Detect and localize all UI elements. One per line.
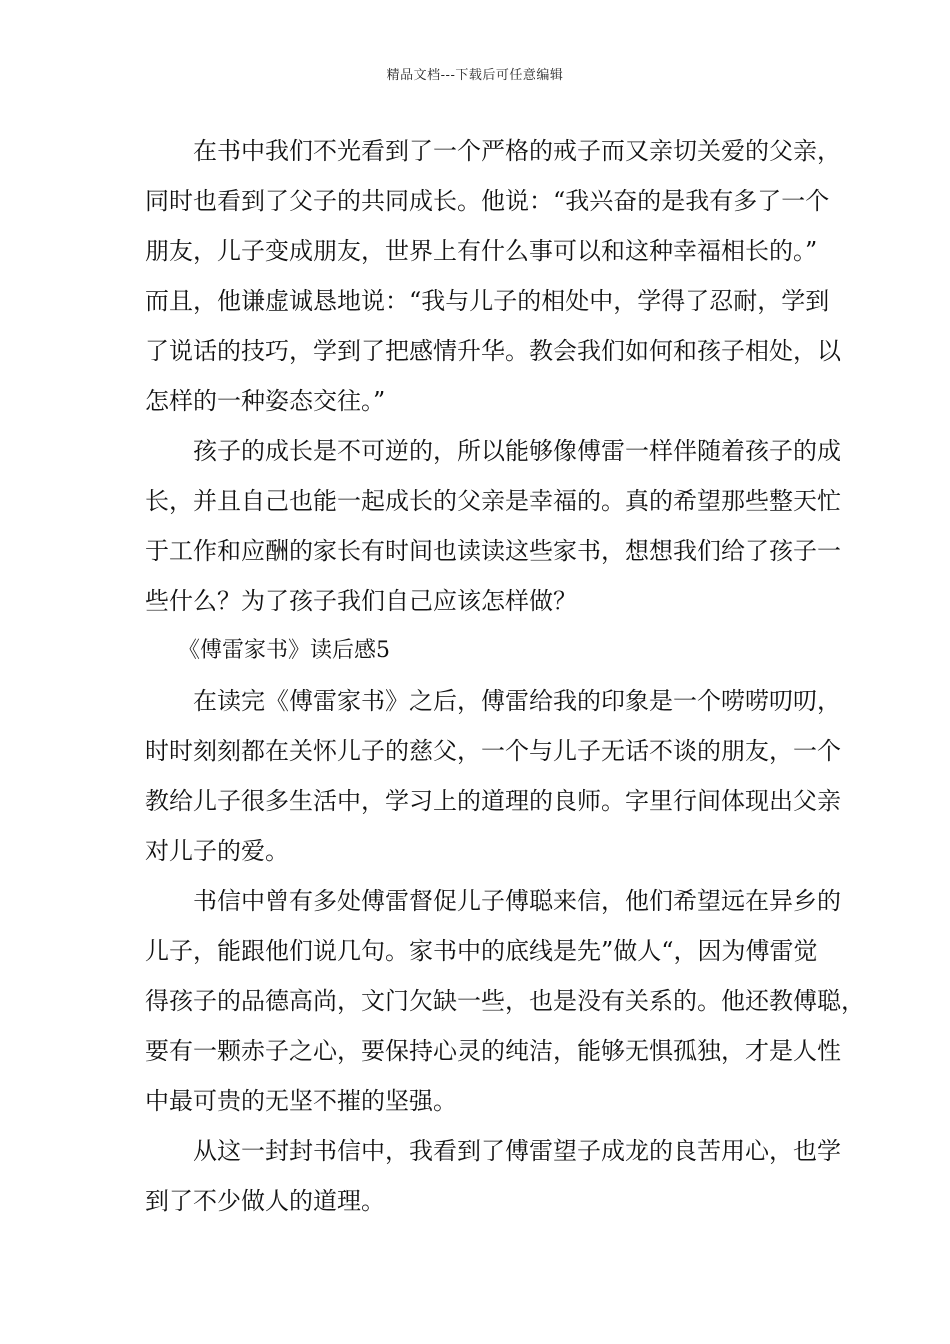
- text-line: 教给儿子很多生活中，学习上的道理的良师。字里行间体现出父亲: [145, 787, 841, 815]
- text-line: 怎样的一种姿态交往。”: [145, 387, 386, 415]
- text-line: 时时刻刻都在关怀儿子的慈父，一个与儿子无话不谈的朋友，一个: [145, 737, 841, 765]
- document-body: [145, 126, 865, 1226]
- text-line: 从这一封封书信中，我看到了傅雷望子成龙的良苦用心，也学: [145, 1137, 841, 1165]
- text-line: 在读完《傅雷家书》之后，傅雷给我的印象是一个唠唠叨叨，: [145, 687, 841, 715]
- text-line: 同时也看到了父子的共同成长。他说：“我兴奋的是我有多了一个: [145, 187, 830, 215]
- text-line: 于工作和应酬的家长有时间也读读这些家书，想想我们给了孩子一: [145, 537, 841, 565]
- text-line: 孩子的成长是不可逆的，所以能够像傅雷一样伴随着孩子的成: [145, 437, 841, 465]
- text-line: 在书中我们不光看到了一个严格的戒子而又亲切关爱的父亲，: [145, 137, 841, 165]
- text-line: 到了不少做人的道理。: [145, 1187, 385, 1215]
- text-line: 中最可贵的无坚不摧的坚强。: [145, 1087, 457, 1115]
- text-line: 儿子，能跟他们说几句。家书中的底线是先”做人“，因为傅雷觉: [145, 937, 818, 965]
- text-line: 长，并且自己也能一起成长的父亲是幸福的。真的希望那些整天忙: [145, 487, 841, 515]
- text-line: 要有一颗赤子之心，要保持心灵的纯洁，能够无惧孤独，才是人性: [145, 1037, 841, 1065]
- text-line: 对儿子的爱。: [145, 837, 289, 865]
- text-line: 得孩子的品德高尚，文门欠缺一些，也是没有关系的。他还教傅聪，: [145, 987, 865, 1015]
- text-line: 书信中曾有多处傅雷督促儿子傅聪来信，他们希望远在异乡的: [145, 887, 841, 915]
- text-line: 些什么？为了孩子我们自己应该怎样做？: [145, 587, 577, 615]
- section-title: 《傅雷家书》读后感5: [145, 638, 390, 663]
- text-line: 朋友，儿子变成朋友，世界上有什么事可以和这种幸福相长的。”: [145, 237, 818, 265]
- text-line: 而且，他谦虚诚恳地说：“我与儿子的相处中，学得了忍耐，学到: [145, 287, 830, 315]
- text-line: 了说话的技巧，学到了把感情升华。教会我们如何和孩子相处，以: [145, 337, 841, 365]
- page-header: 精品文档---下载后可任意编辑: [386, 68, 564, 83]
